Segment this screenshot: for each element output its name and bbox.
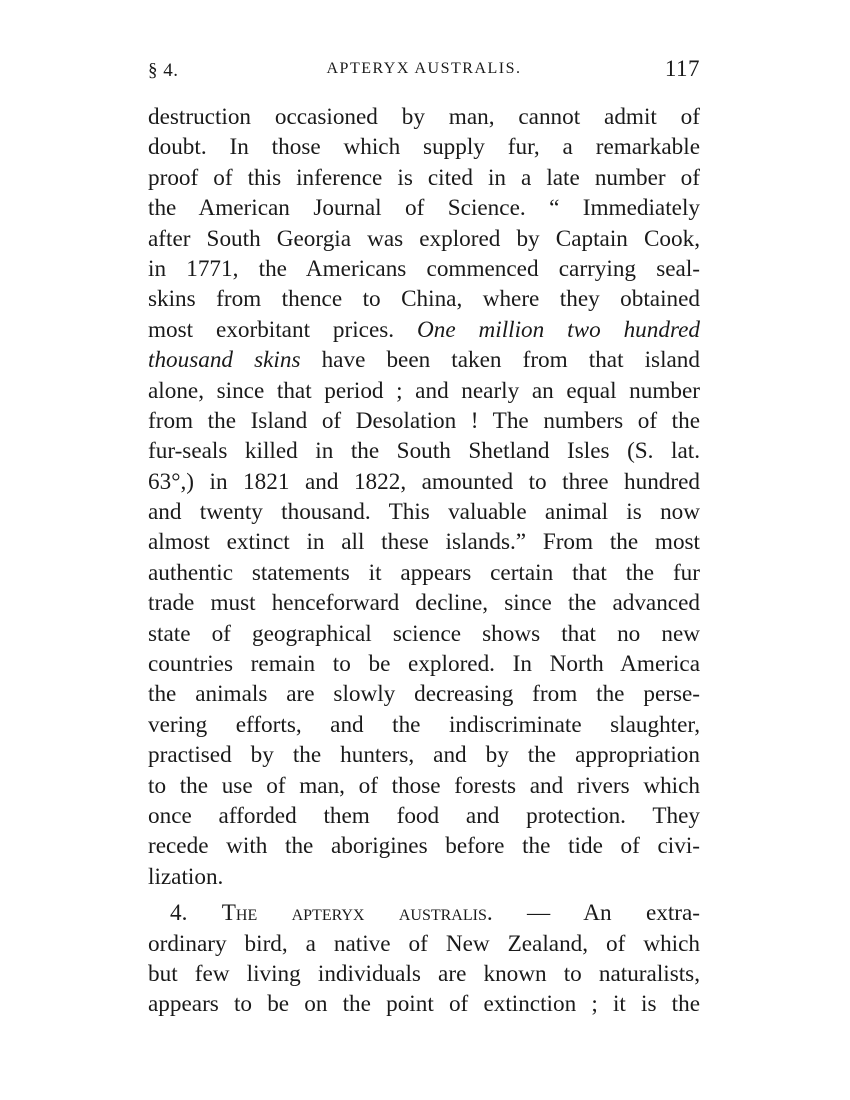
text-line bbox=[148, 862, 700, 892]
text-segment: skins from thence to China, where they obtained bbox=[148, 286, 700, 313]
text-segment: — An extra- bbox=[492, 900, 701, 927]
text-line bbox=[148, 527, 700, 557]
text-segment: the animals are slowly decreasing from the perse- bbox=[148, 681, 700, 708]
text-segment: but few living individuals are known to naturalists, bbox=[148, 960, 700, 987]
text-segment: almost extinct in all these islands.” From the most bbox=[148, 529, 700, 556]
text-segment: to the use of man, of those forests and rivers which bbox=[148, 772, 700, 799]
running-title: APTERYX AUSTRALIS. bbox=[326, 60, 522, 77]
text-segment: doubt. In those which supply fur, a remarkable bbox=[148, 134, 700, 161]
text-line bbox=[148, 163, 700, 193]
text-segment: practised by the hunters, and by the appropriation bbox=[148, 742, 700, 769]
text-segment: once afforded them food and protection. They bbox=[148, 802, 700, 829]
text-line bbox=[148, 959, 700, 989]
italic-text: One million two hundred bbox=[417, 316, 700, 343]
text-line bbox=[148, 710, 700, 740]
text-line bbox=[148, 406, 700, 436]
text-line bbox=[148, 989, 700, 1019]
text-line bbox=[148, 284, 700, 314]
text-segment: the American Journal of Science. “ Immediately bbox=[148, 195, 700, 222]
text-segment: in 1771, the Americans commenced carrying seal- bbox=[148, 255, 700, 282]
body-text bbox=[148, 102, 700, 1020]
section-heading-text: The apteryx australis. bbox=[221, 900, 493, 927]
text-line bbox=[148, 679, 700, 709]
italic-text: thousand skins bbox=[148, 347, 301, 374]
text-segment: alone, since that period ; and nearly an equal number bbox=[148, 377, 700, 404]
text-segment: countries remain to be explored. In North America bbox=[148, 651, 700, 678]
text-segment: ordinary bird, a native of New Zealand, of which bbox=[148, 930, 700, 957]
text-segment: proof of this inference is cited in a late number of bbox=[148, 164, 700, 191]
text-line bbox=[148, 315, 700, 345]
text-line bbox=[148, 588, 700, 618]
text-segment: destruction occasioned by man, cannot admit of bbox=[148, 104, 700, 130]
text-line bbox=[148, 497, 700, 527]
book-page bbox=[148, 50, 700, 1020]
text-line bbox=[148, 831, 700, 861]
page-number: 117 bbox=[664, 56, 700, 81]
text-segment: after South Georgia was explored by Captain Cook, bbox=[148, 225, 700, 252]
text-line bbox=[148, 345, 700, 375]
text-segment: and twenty thousand. This valuable animal is now bbox=[148, 499, 700, 526]
text-line bbox=[148, 929, 700, 959]
text-segment: 4. bbox=[170, 900, 222, 927]
text-segment: have been taken from that island bbox=[300, 347, 700, 374]
text-line bbox=[148, 436, 700, 466]
text-segment: lization. bbox=[148, 863, 224, 890]
text-line bbox=[148, 740, 700, 770]
text-line bbox=[148, 898, 700, 928]
text-segment: trade must henceforward decline, since the advanced bbox=[148, 590, 700, 617]
text-line bbox=[148, 771, 700, 801]
text-line bbox=[148, 376, 700, 406]
text-segment: vering efforts, and the indiscriminate slaughter, bbox=[148, 711, 700, 738]
text-line bbox=[148, 102, 700, 132]
text-line bbox=[148, 132, 700, 162]
text-segment: state of geographical science shows that no new bbox=[148, 620, 700, 647]
text-line bbox=[148, 649, 700, 679]
text-line bbox=[148, 193, 700, 223]
text-line bbox=[148, 801, 700, 831]
text-segment: recede with the aborigines before the tide of civi- bbox=[148, 833, 700, 860]
text-segment: from the Island of Desolation ! The numbers of the bbox=[148, 407, 700, 434]
text-segment: most exorbitant prices. bbox=[148, 316, 417, 343]
running-head bbox=[148, 50, 700, 90]
text-line bbox=[148, 619, 700, 649]
text-line bbox=[148, 224, 700, 254]
section-marker: § 4. bbox=[148, 60, 179, 81]
text-segment: authentic statements it appears certain that the fur bbox=[148, 559, 700, 586]
text-line bbox=[148, 467, 700, 497]
text-segment: appears to be on the point of extinction ; it is the bbox=[148, 991, 700, 1018]
text-segment: fur-seals killed in the South Shetland Isles (S. lat. bbox=[148, 438, 700, 465]
text-segment: 63°,) in 1821 and 1822, amounted to three hundred bbox=[148, 468, 700, 495]
text-line bbox=[148, 558, 700, 588]
text-line bbox=[148, 254, 700, 284]
